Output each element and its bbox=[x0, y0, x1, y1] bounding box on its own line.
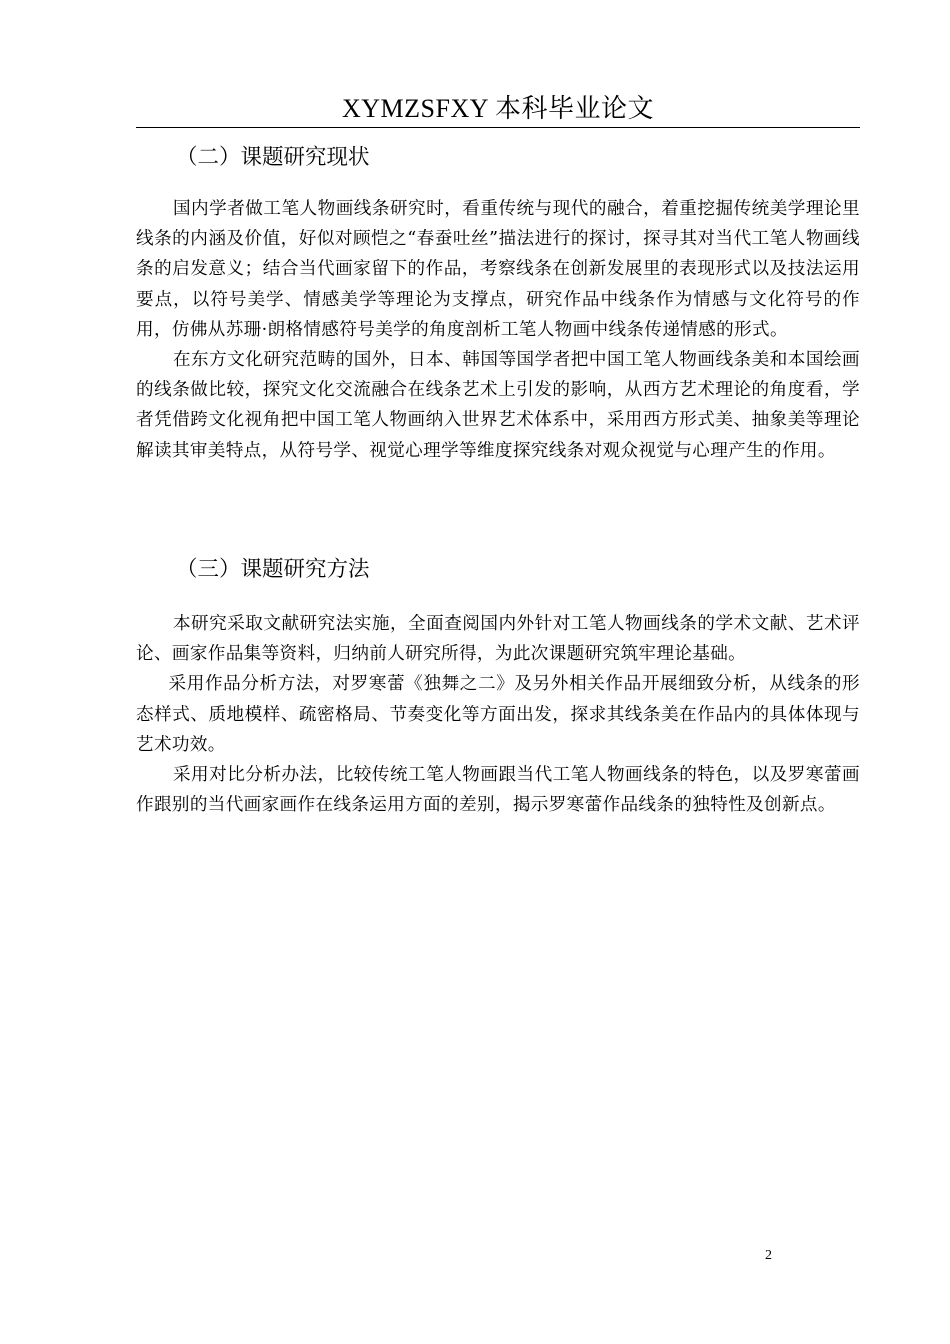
paragraph-work-analysis-method: 采用作品分析方法，对罗寒蕾《独舞之二》及另外相关作品开展细致分析，从线条的形态样式、质地模样、疏密格局、节奏变化等方面出发，探求其线条美在作品内的具体体现与艺术功效。 bbox=[136, 674, 860, 755]
header-rule bbox=[136, 127, 860, 128]
page-number: 2 bbox=[765, 1248, 772, 1263]
section-heading-research-methods: （三）课题研究方法 bbox=[176, 557, 370, 582]
paragraph-comparative-method: 采用对比分析办法，比较传统工笔人物画跟当代工笔人物画线条的特色，以及罗寒蕾画作跟别的当代画家画作在线条运用方面的差别，揭示罗寒蕾作品线条的独特性及创新点。 bbox=[136, 765, 860, 816]
running-header-title: XYMZSFXY 本科毕业论文 bbox=[341, 94, 655, 123]
paragraph-domestic-research: 国内学者做工笔人物画线条研究时，看重传统与现代的融合，着重挖掘传统美学理论里线条的内涵及价值，好似对顾恺之“春蚕吐丝”描法进行的探讨，探寻其对当代工笔人物画线条的启发意义；结合当代画家留下的作品，考察线条在创新发展里的表现形式以及技法运用要点，以符号美学、情感美学等理论为支撑点，研究作品中线条作为情感与文化符号的作用，仿佛从苏珊·朗格情感符号美学的角度剖析工笔人物画中线条传递情感的形式。 bbox=[136, 199, 860, 340]
paragraph-foreign-research: 在东方文化研究范畴的国外，日本、韩国等国学者把中国工笔人物画线条美和本国绘画的线条做比较，探究文化交流融合在线条艺术上引发的影响，从西方艺术理论的角度看，学者凭借跨文化视角把中国工笔人物画纳入世界艺术体系中，采用西方形式美、抽象美等理论解读其审美特点，从符号学、视觉心理学等维度探究线条对观众视觉与心理产生的作用。 bbox=[136, 350, 860, 461]
section-body-research-status bbox=[136, 194, 860, 466]
section-heading-research-status: （二）课题研究现状 bbox=[176, 145, 370, 170]
section-body-research-methods bbox=[136, 609, 860, 820]
paragraph-literature-method: 本研究采取文献研究法实施，全面查阅国内外针对工笔人物画线条的学术文献、艺术评论、画家作品集等资料，归纳前人研究所得，为此次课题研究筑牢理论基础。 bbox=[136, 614, 860, 665]
